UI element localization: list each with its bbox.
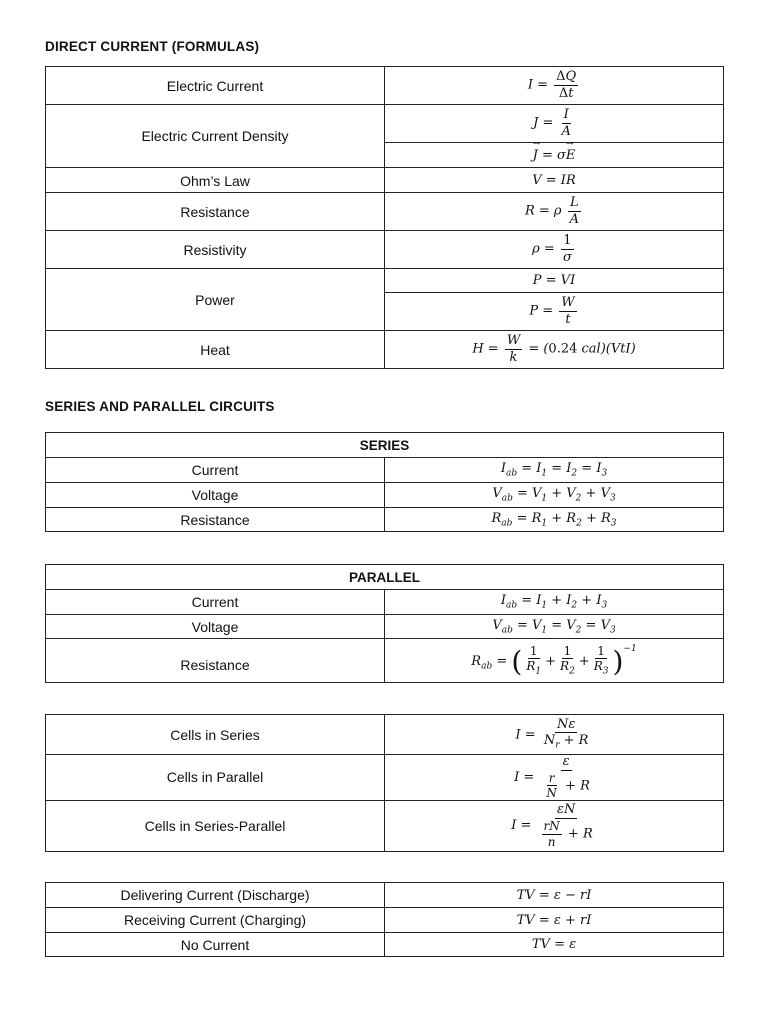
table-row bbox=[46, 639, 724, 683]
formula-heat: H = $\frac{W}{k}$ = (0.24 cal)(VtI) bbox=[385, 331, 724, 369]
table-row bbox=[46, 458, 724, 483]
label-parallel-voltage: Voltage bbox=[46, 615, 385, 639]
formula-current-density-vector: → J = σ→ E bbox=[385, 143, 724, 168]
formula-no-current: TV = ε bbox=[385, 933, 724, 957]
label-no-current: No Current bbox=[46, 933, 385, 957]
label-charging: Receiving Current (Charging) bbox=[46, 908, 385, 933]
table-row bbox=[46, 565, 724, 590]
label-current-density: Electric Current Density bbox=[46, 105, 385, 168]
table-row bbox=[46, 908, 724, 933]
formula-series-voltage: $V_{ab} = V_1 + V_2 + V_3$ bbox=[385, 483, 724, 508]
label-resistivity: Resistivity bbox=[46, 231, 385, 269]
table-row bbox=[46, 933, 724, 957]
formula-discharge: TV = ε − rI bbox=[385, 883, 724, 908]
table-row bbox=[46, 433, 724, 458]
label-heat: Heat bbox=[46, 331, 385, 369]
formula-power-wt: P = $\frac{W}{t}$ bbox=[385, 293, 724, 331]
label-series-resistance: Resistance bbox=[46, 508, 385, 532]
table-row bbox=[46, 883, 724, 908]
label-parallel-current: Current bbox=[46, 590, 385, 615]
label-power: Power bbox=[46, 269, 385, 331]
formula-charging: TV = ε + rI bbox=[385, 908, 724, 933]
label-series-voltage: Voltage bbox=[46, 483, 385, 508]
formula-parallel-resistance: $R_{ab}$ = ( $\frac{1}{R_1}$ + $\frac{1}{R_2}$ + $\frac{1}{R_3}$ )$^{-1}$ bbox=[385, 639, 724, 683]
section-title-direct-current: DIRECT CURRENT (FORMULAS) bbox=[45, 39, 260, 54]
formula-parallel-voltage: $V_{ab} = V_1 = V_2 = V_3$ bbox=[385, 615, 724, 639]
formula-series-current: $I_{ab} = I_1 = I_2 = I_3$ bbox=[385, 458, 724, 483]
table-row bbox=[46, 800, 724, 851]
table-row bbox=[46, 331, 724, 369]
formula-resistivity: ρ = $\frac{1}{\sigma}$ bbox=[385, 231, 724, 269]
formula-ohms-law: V = IR bbox=[385, 168, 724, 193]
label-cells-series-parallel: Cells in Series-Parallel bbox=[46, 800, 385, 851]
table-row bbox=[46, 269, 724, 293]
table-row bbox=[46, 590, 724, 615]
label-cells-parallel: Cells in Parallel bbox=[46, 755, 385, 801]
label-resistance: Resistance bbox=[46, 193, 385, 231]
direct-current-table bbox=[45, 66, 724, 369]
formula-cells-parallel: I = ε $\frac{r}{N}$ + R bbox=[385, 755, 724, 801]
table-row bbox=[46, 231, 724, 269]
table-row bbox=[46, 508, 724, 532]
parallel-title: PARALLEL bbox=[46, 565, 724, 590]
terminal-voltage-table bbox=[45, 882, 724, 957]
formula-cells-series-parallel: I = εN $\frac{rN}{n}$ + R bbox=[385, 800, 724, 851]
series-table bbox=[45, 432, 724, 532]
formula-current-density: J = $\frac{I}{A}$ bbox=[385, 105, 724, 143]
table-row bbox=[46, 715, 724, 755]
table-row bbox=[46, 168, 724, 193]
label-cells-series: Cells in Series bbox=[46, 715, 385, 755]
section-title-series-parallel: SERIES AND PARALLEL CIRCUITS bbox=[45, 399, 275, 414]
series-title: SERIES bbox=[46, 433, 724, 458]
table-row bbox=[46, 193, 724, 231]
label-electric-current: Electric Current bbox=[46, 67, 385, 105]
label-parallel-resistance: Resistance bbox=[46, 639, 385, 683]
table-row bbox=[46, 615, 724, 639]
formula-resistance: R = ρ $\frac{L}{A}$ bbox=[385, 193, 724, 231]
formula-series-resistance: $R_{ab} = R_1 + R_2 + R_3$ bbox=[385, 508, 724, 532]
label-ohms-law: Ohm’s Law bbox=[46, 168, 385, 193]
formula-parallel-current: $I_{ab} = I_1 + I_2 + I_3$ bbox=[385, 590, 724, 615]
table-row bbox=[46, 755, 724, 801]
table-row bbox=[46, 483, 724, 508]
label-series-current: Current bbox=[46, 458, 385, 483]
formula-power-vi: P = VI bbox=[385, 269, 724, 293]
cells-table bbox=[45, 714, 724, 852]
formula-electric-current: I = $\frac{\Delta Q}{\Delta t}$ bbox=[385, 67, 724, 105]
table-row bbox=[46, 105, 724, 143]
label-discharge: Delivering Current (Discharge) bbox=[46, 883, 385, 908]
table-row bbox=[46, 67, 724, 105]
formula-cells-series: I = $\frac{N\varepsilon}{N_r + R}$ bbox=[385, 715, 724, 755]
parallel-table bbox=[45, 564, 724, 683]
